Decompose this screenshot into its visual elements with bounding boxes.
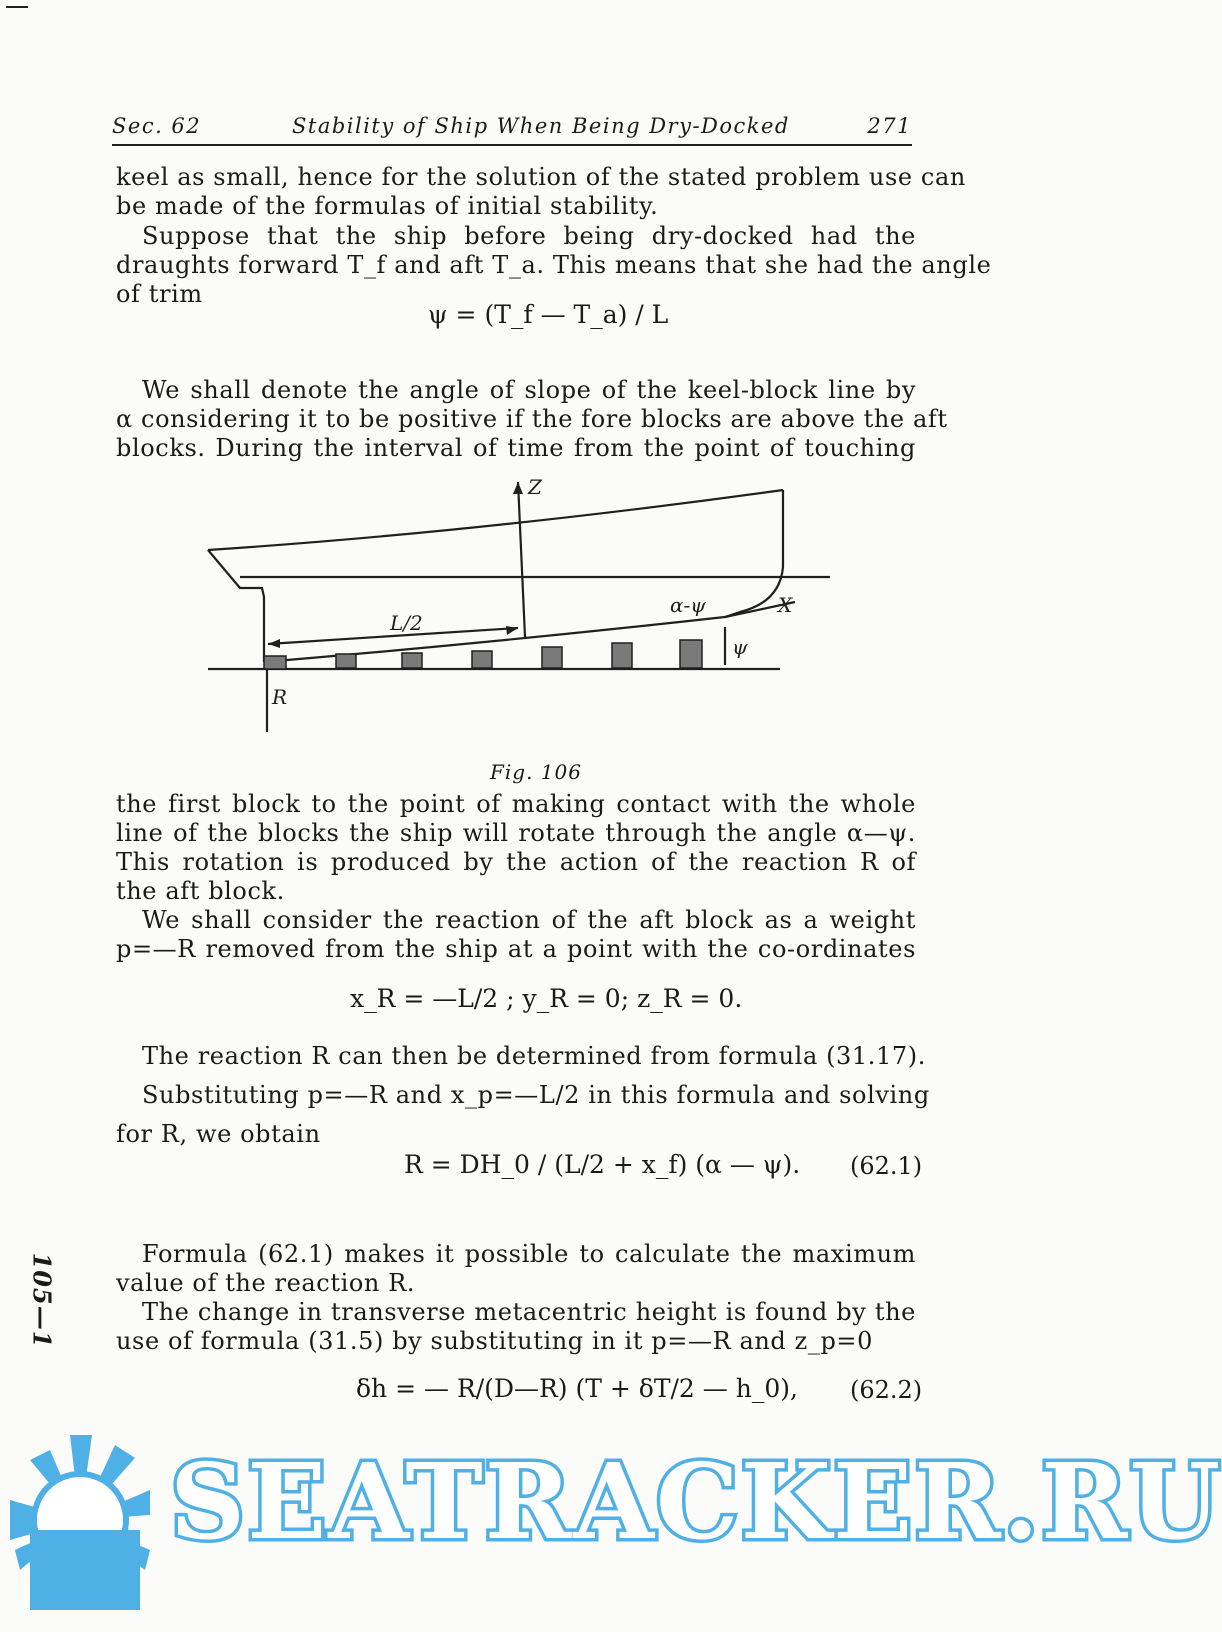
text-line: value of the reaction R.: [116, 1269, 416, 1297]
text-line: the aft block.: [116, 877, 285, 905]
text-line: The change in transverse metacentric height is found by the: [142, 1298, 916, 1326]
equation-62-1: [404, 1150, 800, 1179]
paragraph-2: [116, 222, 992, 309]
text-line: This rotation is produced by the action of the reaction R of: [116, 848, 916, 876]
paragraph-6: [116, 1042, 930, 1149]
label-x: X: [778, 593, 793, 617]
text-line: Substituting p=—R and x_p=—L/2 in this formula and solving: [142, 1081, 930, 1109]
keel-block: [472, 651, 492, 668]
text-line: Suppose that the ship before being dry-docked had the: [142, 222, 916, 250]
label-psi: ψ: [732, 635, 748, 659]
label-half-length: L/2: [390, 611, 423, 635]
text-line: The reaction R can then be determined from formula (31.17).: [142, 1042, 926, 1070]
equation-number-62-1: (62.1): [850, 1152, 923, 1180]
text-line: the first block to the point of making contact with the whole: [116, 790, 916, 818]
deck-line: [208, 490, 783, 550]
text-line: use of formula (31.5) by substituting in it p=—R and z_p=0: [116, 1327, 874, 1355]
text-line: We shall consider the reaction of the aft block as a weight: [142, 906, 916, 934]
text-line: line of the blocks the ship will rotate through the angle α—ψ.: [116, 819, 916, 847]
header-title: Stability of Ship When Being Dry-Docked: [292, 114, 790, 138]
equation-62-1-text: R = DH_0 / (L/2 + x_f) (α — ψ).: [404, 1150, 801, 1179]
equation-coordinates-text: x_R = —L/2 ; y_R = 0; z_R = 0.: [350, 984, 743, 1013]
text-line: p=—R removed from the ship at a point with the co-ordinates: [116, 935, 916, 963]
figure-106: [180, 472, 860, 742]
text-line: be made of the formulas of initial stability.: [116, 192, 659, 220]
keel-block: [336, 654, 356, 668]
label-angle-diff: α-ψ: [670, 593, 706, 617]
header-section: Sec. 62: [112, 114, 202, 138]
text-line: Formula (62.1) makes it possible to calculate the maximum: [142, 1240, 916, 1268]
text-line: for R, we obtain: [116, 1120, 321, 1148]
text-line: We shall denote the angle of slope of the keel-block line by: [142, 376, 916, 404]
bow-line: [725, 490, 783, 617]
paragraph-8: [116, 1298, 916, 1356]
text-line: draughts forward T_f and aft T_a. This means that she had the angle: [116, 251, 992, 279]
keel-block: [680, 640, 702, 668]
keel-block: [612, 643, 632, 668]
equation-62-2: [356, 1374, 798, 1403]
corner-mark: [6, 6, 28, 8]
text-line: blocks. During the interval of time from the point of touching: [116, 434, 916, 462]
label-r: R: [272, 685, 288, 709]
text-line: α considering it to be positive if the fore blocks are above the aft: [116, 405, 948, 433]
running-header: [112, 108, 912, 146]
equation-trim-text: ψ = (T_f — T_a) / L: [428, 300, 669, 329]
z-axis: [518, 482, 525, 637]
margin-note: 105—1: [27, 1252, 57, 1349]
page-number: 271: [867, 114, 912, 138]
label-z: Z: [528, 475, 542, 499]
keel-block: [542, 647, 562, 668]
paragraph-1: [116, 163, 966, 221]
equation-number-62-2: (62.2): [850, 1376, 923, 1404]
paragraph-7: [116, 1240, 916, 1298]
watermark-text: SEATRACKER.RU: [170, 1440, 1222, 1563]
paragraph-5: [116, 906, 916, 964]
text-line: keel as small, hence for the solution of the stated problem use can: [116, 163, 966, 191]
text-line: of trim: [116, 280, 203, 308]
keel-block: [264, 656, 286, 669]
keel-block: [402, 653, 422, 668]
paragraph-3: [116, 376, 948, 463]
paragraph-4: [116, 790, 916, 906]
equation-62-2-text: δh = — R/(D—R) (T + δT/2 — h_0),: [356, 1374, 798, 1403]
equation-trim: [428, 300, 668, 329]
figure-caption: Fig. 106: [490, 760, 582, 784]
equation-coordinates: [350, 984, 742, 1013]
stern-line: [208, 550, 264, 662]
